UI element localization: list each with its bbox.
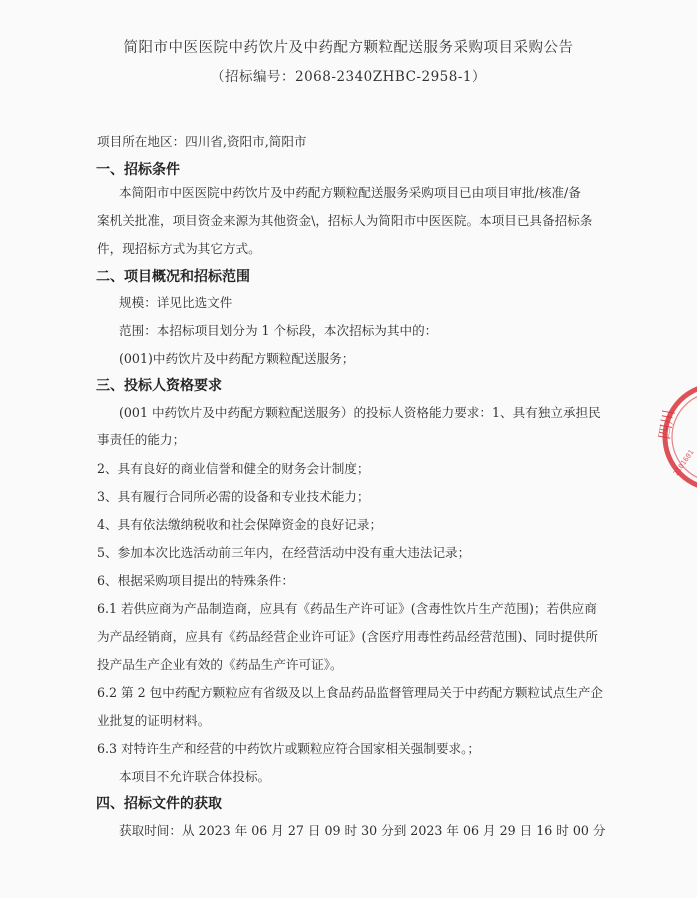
section-heading-conditions: 一、招标条件 <box>96 162 180 178</box>
section-heading-qualifications: 三、投标人资格要求 <box>96 378 222 394</box>
section-heading-overview: 二、项目概况和招标范围 <box>96 269 250 285</box>
paragraph-line: 本项目不允许联合体投标。 <box>119 769 271 784</box>
paragraph-line: (001 中药饮片及中药配方颗粒配送服务）的投标人资格能力要求：1、具有独立承担民 <box>119 405 601 420</box>
project-location: 项目所在地区：四川省,资阳市,简阳市 <box>97 134 307 149</box>
paragraph-line: 5、参加本次比选活动前三年内，在经营活动中没有重大违法记录； <box>97 545 471 560</box>
document-title: 简阳市中医医院中药饮片及中药配方颗粒配送服务采购项目采购公告 <box>123 40 574 56</box>
paragraph-line: 2、具有良好的商业信誉和健全的财务会计制度； <box>97 461 370 476</box>
paragraph-line: 本简阳市中医医院中药饮片及中药配方颗粒配送服务采购项目已由项目审批/核准/备 <box>119 185 581 200</box>
paragraph-line: 为产品经销商，应具有《药品经营企业许可证》(含医疗用毒性药品经营范围)、同时提供所 <box>97 629 598 644</box>
tender-number: （招标编号：2068-2340ZHBC-2958-1） <box>211 69 486 85</box>
paragraph-line: 规模：详见比选文件 <box>119 295 233 310</box>
paragraph-line: 投产品生产企业有效的《药品生产许可证》。 <box>97 657 343 672</box>
paragraph-line: 事责任的能力； <box>97 432 186 447</box>
paragraph-line: 6.1 若供应商为产品制造商，应具有《药品生产许可证》(含毒性饮片生产范围)；若供应商 <box>97 601 597 616</box>
paragraph-line: 件，现招标方式为其它方式。 <box>97 241 261 256</box>
paragraph-line: 业批复的证明材料。 <box>97 713 211 728</box>
paragraph-line: 6.2 第 2 包中药配方颗粒应有省级及以上食品药品监督管理局关于中药配方颗粒试点生产企 <box>97 685 604 700</box>
paragraph-line: 3、具有履行合同所必需的设备和专业技术能力； <box>97 489 370 504</box>
seal-text: 四川 <box>655 408 679 441</box>
official-seal-stamp <box>655 378 697 496</box>
paragraph-line: 6.3 对特许生产和经营的中药饮片或颗粒应符合国家相关强制要求。； <box>97 741 480 756</box>
section-heading-documents: 四、招标文件的获取 <box>96 796 222 812</box>
paragraph-line: 4、具有依法缴纳税收和社会保障资金的良好记录； <box>97 517 383 532</box>
paragraph-line: 6、根据采购项目提出的特殊条件： <box>97 573 294 588</box>
seal-code: 2101601 <box>672 448 696 478</box>
paragraph-line: 获取时间：从 2023 年 06 月 27 日 09 时 30 分到 2023 年 06 月 29 日 16 时 00 分 <box>119 823 606 838</box>
paragraph-line: 案机关批准，项目资金来源为其他资金\，招标人为简阳市中医医院。本项目已具备招标条 <box>97 213 593 228</box>
paragraph-line: 范围：本招标项目划分为 1 个标段，本次招标为其中的： <box>119 323 438 338</box>
paragraph-line: (001)中药饮片及中药配方颗粒配送服务； <box>119 351 355 366</box>
